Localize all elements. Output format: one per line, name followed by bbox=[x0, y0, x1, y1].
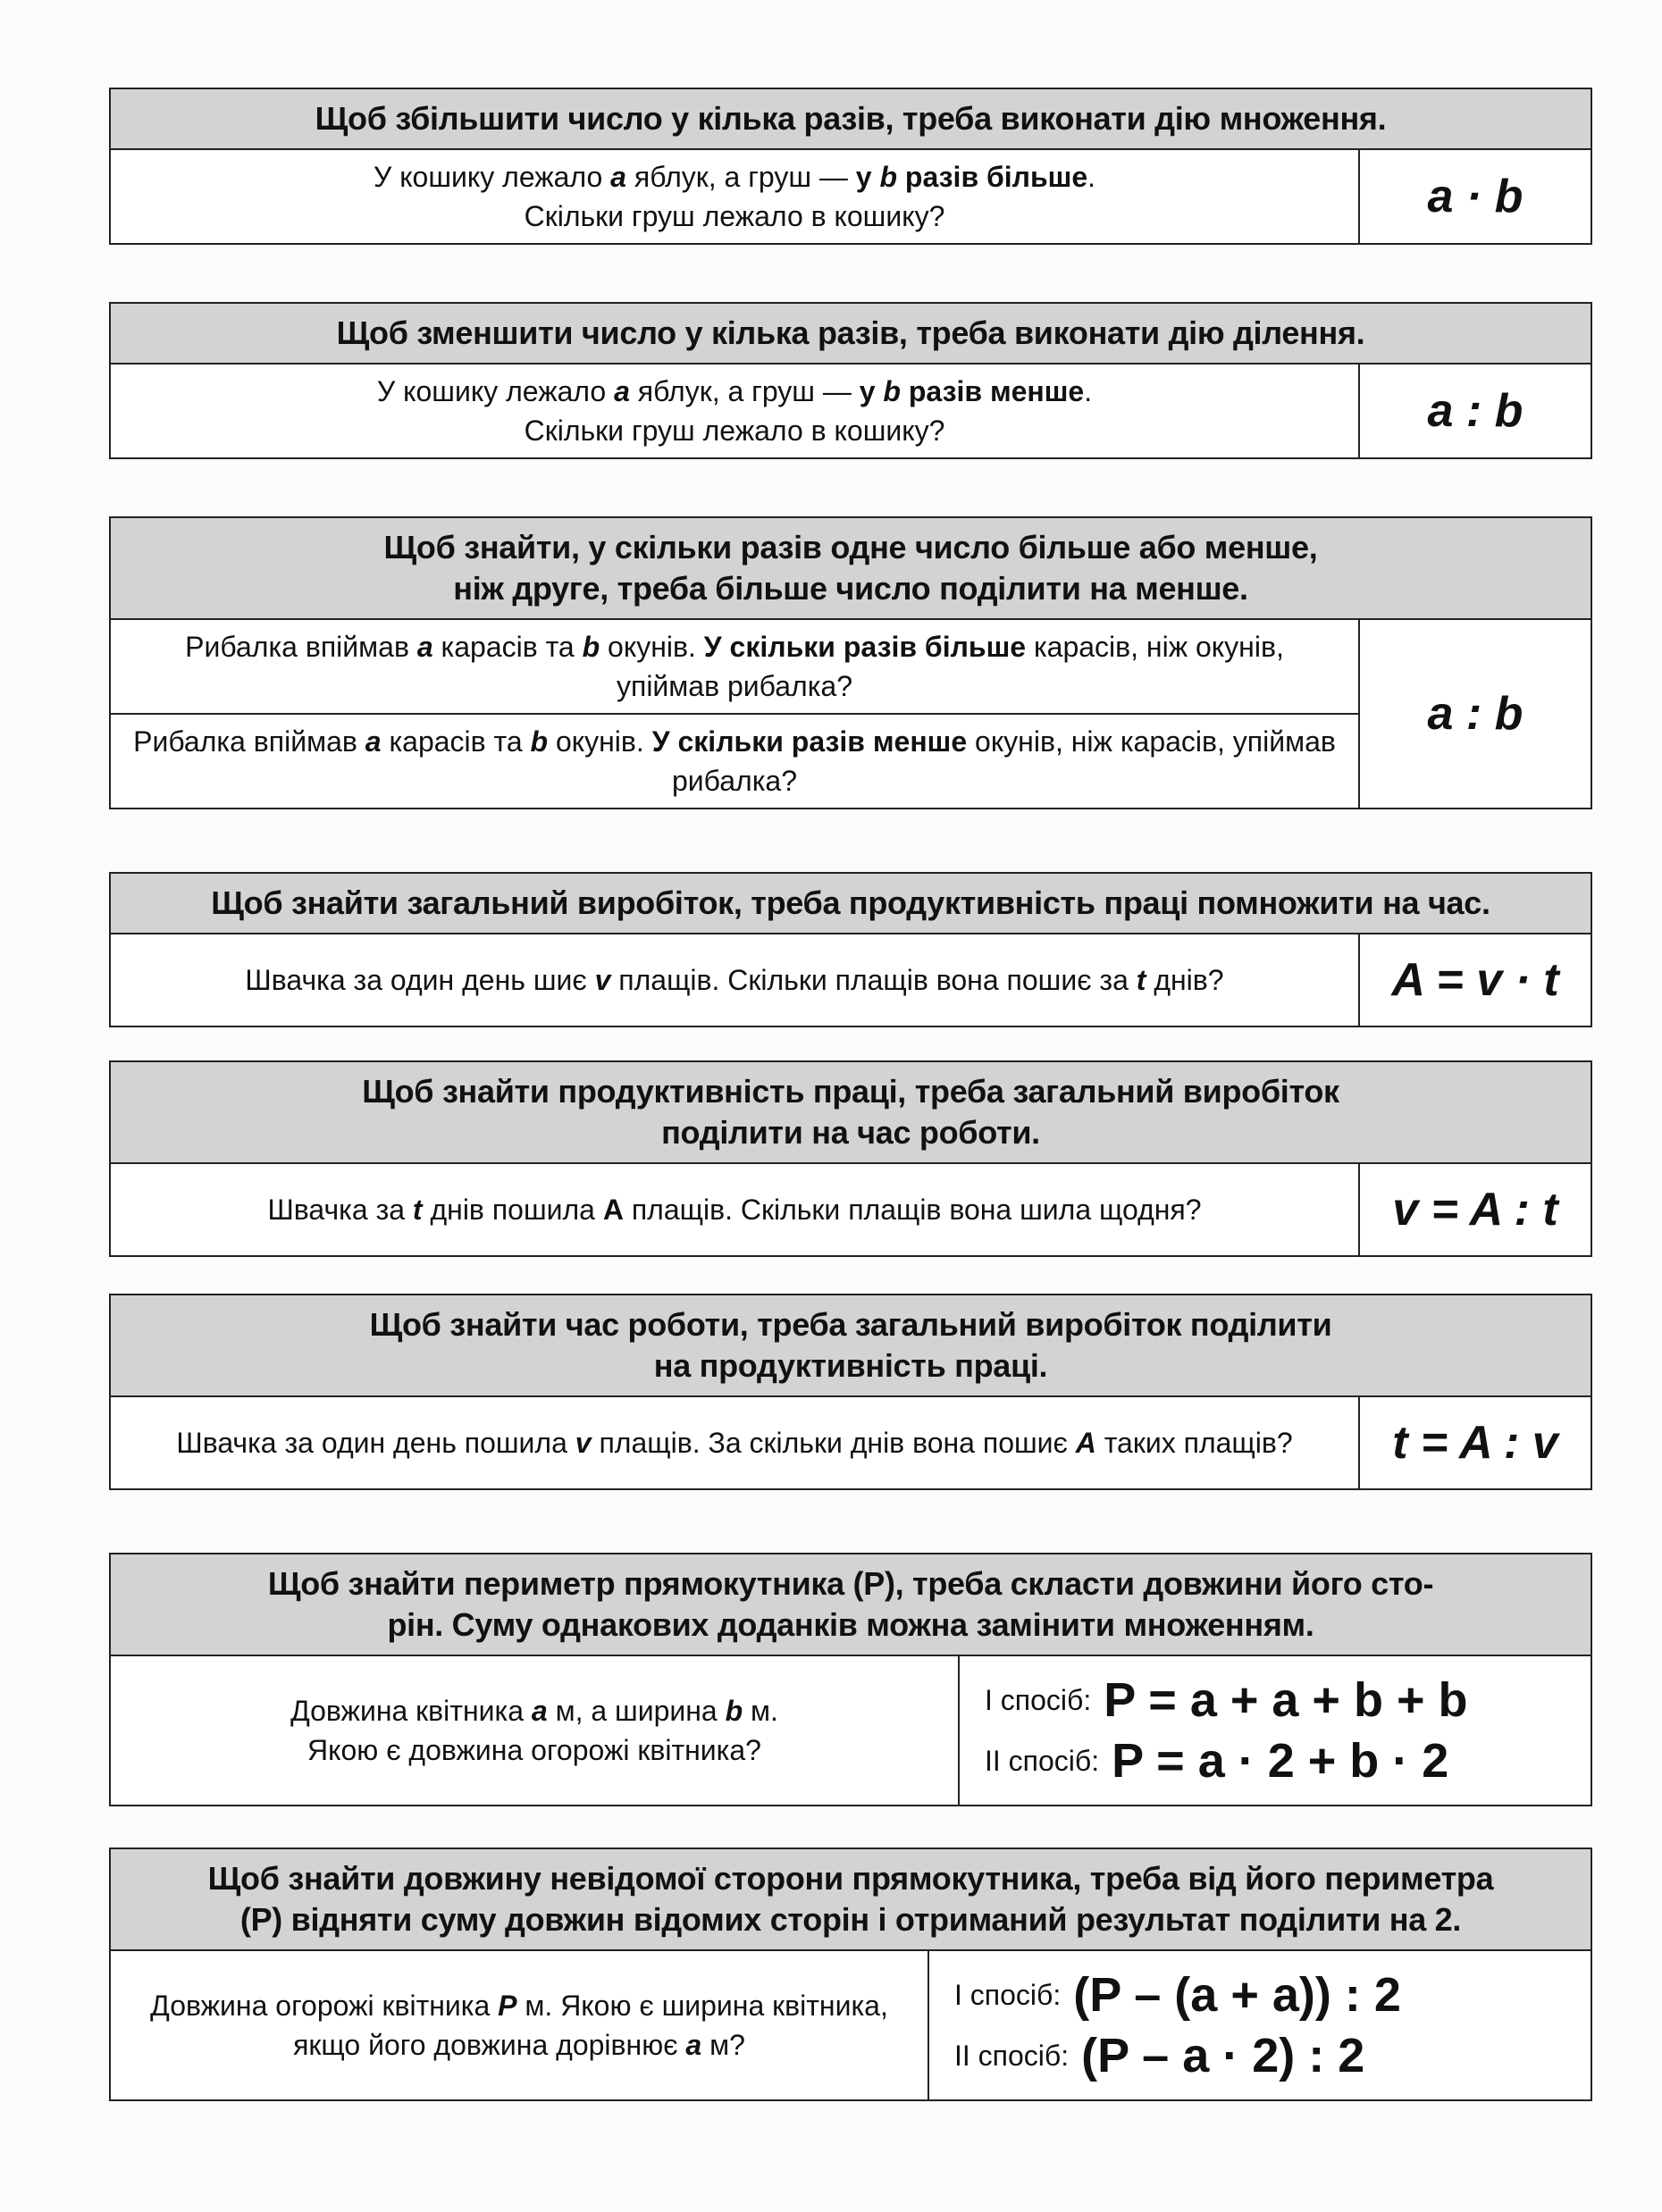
rule-header: Щоб знайти периметр прямокутника (P), треба скласти довжини його сто- рін. Суму однакових доданків можна замінити множенням. bbox=[111, 1554, 1591, 1656]
problem-text: м? bbox=[701, 2029, 745, 2061]
rule-body bbox=[111, 934, 1591, 1026]
example-column bbox=[111, 364, 1360, 457]
problem-text: Довжина квітника bbox=[290, 1695, 532, 1727]
formula: a : b bbox=[1427, 688, 1524, 740]
variable-or-emphasis: t bbox=[412, 1194, 423, 1226]
problem-text: У кошику лежало bbox=[376, 375, 615, 407]
rule-header: Щоб знайти продуктивність праці, треба загальний виробіток поділити на час роботи. bbox=[111, 1062, 1591, 1164]
problem-text: Довжина огорожі квітника bbox=[150, 1990, 499, 2022]
way-label: II спосіб: bbox=[985, 1744, 1100, 1777]
rule-box bbox=[109, 1294, 1592, 1490]
example-column bbox=[111, 934, 1360, 1026]
example-column bbox=[111, 1951, 929, 2099]
problem-text: . bbox=[1084, 375, 1093, 407]
example-column bbox=[111, 1397, 1360, 1488]
solution-way bbox=[985, 1733, 1448, 1789]
variable-or-emphasis: v bbox=[594, 964, 611, 996]
problem-text: Рибалка впіймав bbox=[185, 631, 417, 663]
problem-text: Скільки груш лежало в кошику? bbox=[524, 415, 945, 447]
solution-way bbox=[954, 2028, 1364, 2083]
formula: (P – (a + a)) : 2 bbox=[1073, 1968, 1401, 2022]
rule-box bbox=[109, 516, 1592, 809]
solution-way bbox=[954, 1967, 1401, 2023]
variable-or-emphasis: a bbox=[416, 631, 433, 663]
example-problem bbox=[111, 1656, 958, 1805]
rule-box bbox=[109, 1848, 1592, 2101]
problem-text: Швачка за bbox=[267, 1194, 413, 1226]
formula: A = v · t bbox=[1391, 954, 1559, 1006]
problem-text: окунів, ніж карасів, упіймав рибалка? bbox=[671, 725, 1336, 797]
rule-header: Щоб зменшити число у кілька разів, треба виконати дію ділення. bbox=[111, 304, 1591, 364]
formula: t = A : v bbox=[1392, 1417, 1558, 1469]
problem-text: м, а ширина bbox=[547, 1695, 726, 1727]
example-problem bbox=[111, 934, 1358, 1026]
variable-or-emphasis: P bbox=[498, 1990, 517, 2022]
example-problem bbox=[111, 713, 1358, 808]
variable-or-emphasis: разів більше bbox=[897, 161, 1088, 193]
problem-text: окунів. bbox=[548, 725, 652, 758]
variable-or-emphasis: b bbox=[883, 375, 901, 407]
way-label: I спосіб: bbox=[985, 1683, 1092, 1716]
problem-text: днів? bbox=[1146, 964, 1224, 996]
way-label: II спосіб: bbox=[954, 2039, 1070, 2072]
rule-body bbox=[111, 620, 1591, 808]
solution-way bbox=[985, 1672, 1467, 1728]
rule-header: Щоб знайти час роботи, треба загальний виробіток поділити на продуктивність праці. bbox=[111, 1295, 1591, 1397]
rule-box bbox=[109, 88, 1592, 245]
problem-text: Швачка за один день шиє bbox=[245, 964, 595, 996]
variable-or-emphasis: v bbox=[575, 1427, 592, 1459]
variable-or-emphasis: a bbox=[531, 1695, 548, 1727]
rule-body bbox=[111, 150, 1591, 243]
problem-text: м. Якою є ширина квітника, якщо його довжина дорівнює bbox=[293, 1990, 888, 2061]
problem-text: Якою є довжина огорожі квітника? bbox=[307, 1734, 761, 1766]
example-column bbox=[111, 620, 1360, 808]
rule-body bbox=[111, 1164, 1591, 1255]
problem-text: карасів, ніж окунів, упіймав рибалка? bbox=[616, 631, 1284, 702]
problem-text: Скільки груш лежало в кошику? bbox=[524, 200, 945, 232]
formula: a : b bbox=[1427, 385, 1524, 437]
rule-body bbox=[111, 364, 1591, 457]
rule-header: Щоб знайти, у скільки разів одне число більше або менше, ніж друге, треба більше число поділити на менше. bbox=[111, 518, 1591, 620]
formula: a · b bbox=[1427, 171, 1524, 222]
variable-or-emphasis: a bbox=[685, 2029, 702, 2061]
problem-text: Рибалка впіймав bbox=[133, 725, 365, 758]
example-problem bbox=[111, 1951, 928, 2099]
problem-text: днів пошила bbox=[422, 1194, 603, 1226]
problem-text: плащів. Скільки плащів вона пошиє за bbox=[610, 964, 1137, 996]
way-label: I спосіб: bbox=[954, 1978, 1062, 2011]
variable-or-emphasis: A bbox=[602, 1194, 624, 1226]
variable-or-emphasis: t bbox=[1136, 964, 1146, 996]
problem-text: таких плащів? bbox=[1095, 1427, 1293, 1459]
rule-box bbox=[109, 1553, 1592, 1806]
variable-or-emphasis: b bbox=[725, 1695, 743, 1727]
rule-box bbox=[109, 302, 1592, 459]
formula-ways bbox=[960, 1656, 1591, 1805]
rule-body bbox=[111, 1397, 1591, 1488]
variable-or-emphasis: a bbox=[610, 161, 626, 193]
variable-or-emphasis: разів менше bbox=[900, 375, 1085, 407]
rule-header: Щоб збільшити число у кілька разів, треба виконати дію множення. bbox=[111, 89, 1591, 150]
problem-text: окунів. bbox=[600, 631, 704, 663]
example-problem bbox=[111, 1164, 1358, 1255]
problem-text: карасів та bbox=[432, 631, 583, 663]
problem-text: . bbox=[1087, 161, 1096, 193]
formula: P = a + a + b + b bbox=[1104, 1673, 1468, 1727]
example-problem bbox=[111, 620, 1358, 713]
variable-or-emphasis: a bbox=[614, 375, 630, 407]
rule-header: Щоб знайти загальний виробіток, треба продуктивність праці помножити на час. bbox=[111, 874, 1591, 934]
problem-text: Швачка за один день пошила bbox=[176, 1427, 575, 1459]
variable-or-emphasis: У скільки разів менше bbox=[651, 725, 968, 758]
variable-or-emphasis: b bbox=[530, 725, 549, 758]
problem-text: яблук, а груш — bbox=[629, 375, 860, 407]
formula: (P – a · 2) : 2 bbox=[1081, 2029, 1365, 2082]
problem-text: м. bbox=[743, 1695, 778, 1727]
rule-body bbox=[111, 1656, 1591, 1805]
problem-text: яблук, а груш — bbox=[625, 161, 856, 193]
formula: P = a · 2 + b · 2 bbox=[1112, 1734, 1449, 1788]
problem-text: карасів та bbox=[381, 725, 531, 758]
problem-text: У кошику лежало bbox=[373, 161, 611, 193]
rule-body bbox=[111, 1951, 1591, 2099]
variable-or-emphasis: У скільки разів більше bbox=[703, 631, 1027, 663]
rule-box bbox=[109, 872, 1592, 1027]
example-column bbox=[111, 150, 1360, 243]
problem-text: плащів. Скільки плащів вона шила щодня? bbox=[623, 1194, 1202, 1226]
example-problem bbox=[111, 1397, 1358, 1488]
example-column bbox=[111, 1656, 960, 1805]
formula: v = A : t bbox=[1392, 1184, 1558, 1236]
variable-or-emphasis: a bbox=[365, 725, 382, 758]
example-column bbox=[111, 1164, 1360, 1255]
variable-or-emphasis: у bbox=[859, 375, 884, 407]
variable-or-emphasis: b bbox=[879, 161, 898, 193]
rule-header: Щоб знайти довжину невідомої сторони прямокутника, треба від його периметра (P) відняти суму довжин відомих сторін і отриманий результат поділити на 2. bbox=[111, 1849, 1591, 1951]
variable-or-emphasis: A bbox=[1075, 1427, 1096, 1459]
example-problem bbox=[111, 150, 1358, 243]
problem-text: плащів. За скільки днів вона пошиє bbox=[591, 1427, 1076, 1459]
rule-box bbox=[109, 1060, 1592, 1257]
variable-or-emphasis: у bbox=[855, 161, 880, 193]
formula-ways bbox=[929, 1951, 1591, 2099]
example-problem bbox=[111, 364, 1358, 457]
variable-or-emphasis: b bbox=[582, 631, 600, 663]
